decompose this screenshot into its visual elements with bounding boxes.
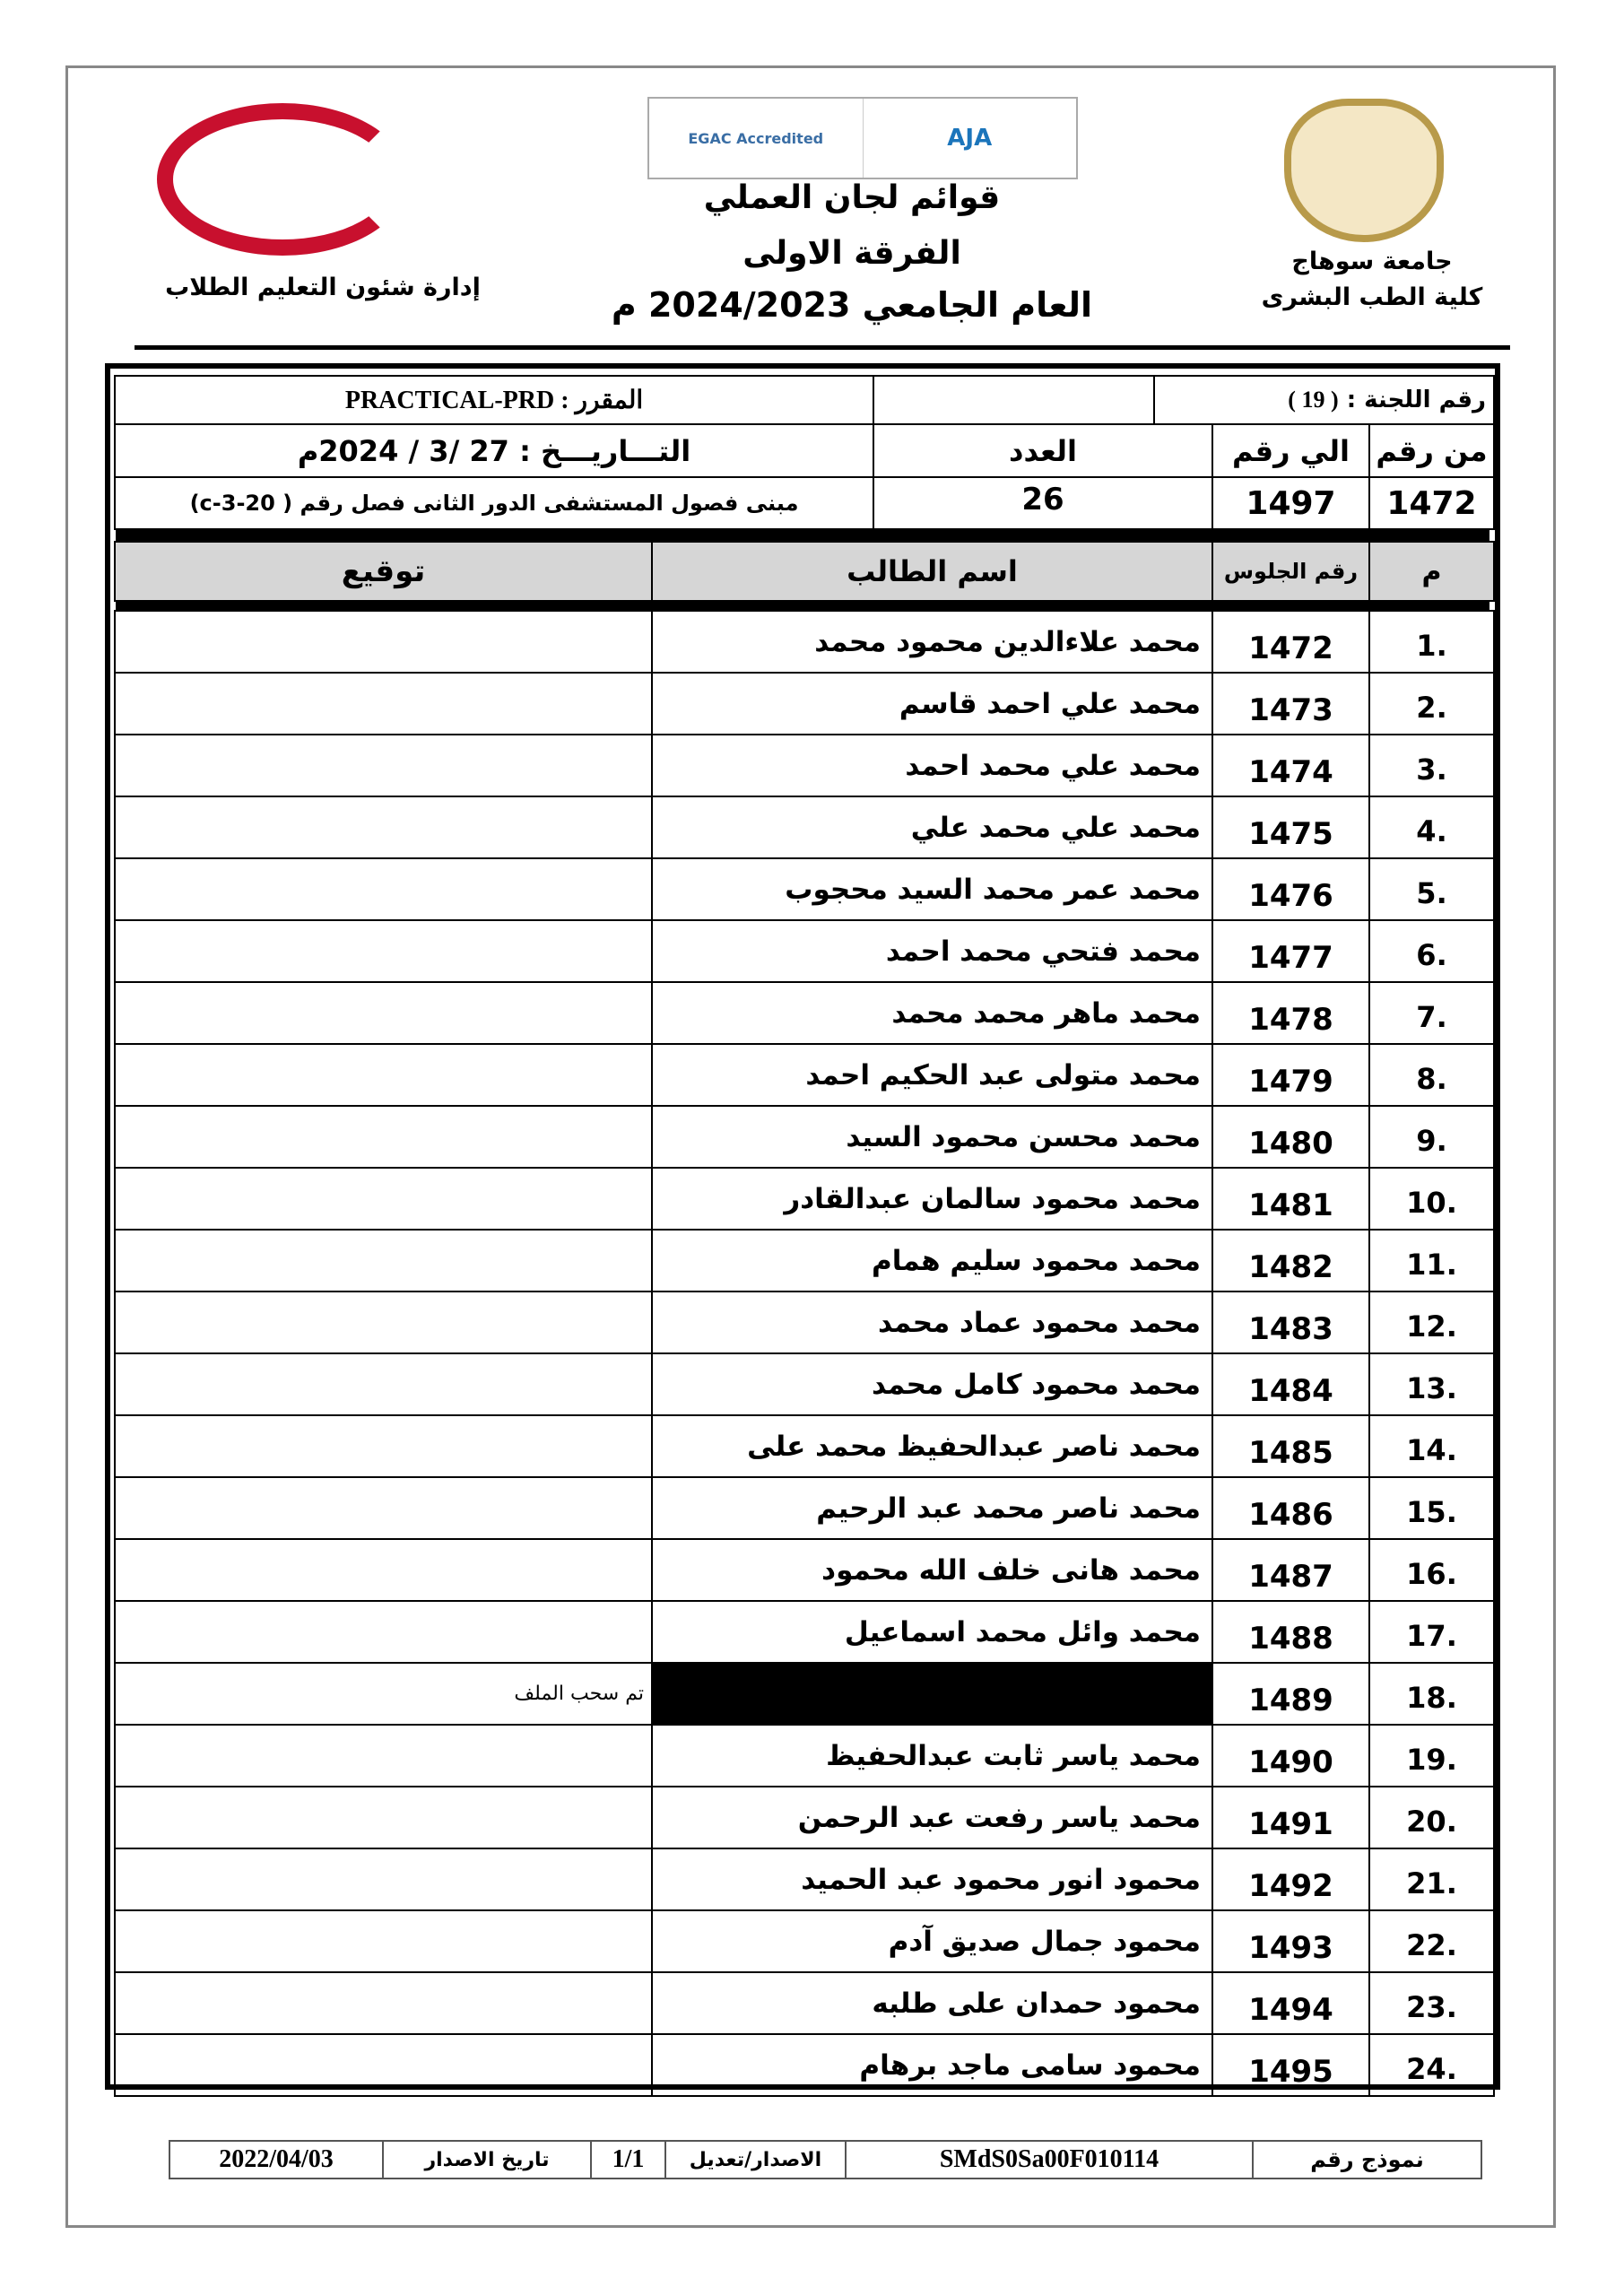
signature-cell: [114, 981, 653, 1045]
exam-location: مبنى فصول المستشفى الدور الثانى فصل رقم ( 20-3-c): [114, 476, 874, 530]
student-name: محمد محمود كامل محمد: [651, 1352, 1213, 1416]
student-name: محمد ناصر عبدالحفيظ محمد على: [651, 1414, 1213, 1478]
student-name: محمود جمال صديق آدم: [651, 1909, 1213, 1973]
seat-number: 1478: [1211, 981, 1370, 1045]
signature-cell: [114, 1724, 653, 1787]
seat-number: 1487: [1211, 1538, 1370, 1602]
seat-number: 1486: [1211, 1476, 1370, 1540]
student-name: محمد هانى خلف الله محمود: [651, 1538, 1213, 1602]
signature-cell: [114, 1352, 653, 1416]
signature-cell: [114, 1786, 653, 1849]
signature-cell: [114, 1414, 653, 1478]
student-name: محمد علي محمد احمد: [651, 734, 1213, 797]
empty-cell: [873, 375, 1155, 425]
seat-number: 1490: [1211, 1724, 1370, 1787]
university-seal: [1284, 99, 1444, 242]
version-label: الاصدار/تعديل: [664, 2140, 847, 2179]
col-seat: رقم الجلوس: [1211, 541, 1370, 602]
student-name: محمد ناصر محمد عبد الرحيم: [651, 1476, 1213, 1540]
redacted-name: [651, 1662, 1213, 1726]
col-name: اسم الطالب: [651, 541, 1213, 602]
student-name: محمود سامى ماجد برهام: [651, 2033, 1213, 2097]
aja-logo: AJA: [863, 99, 1077, 178]
version-value: 1/1: [590, 2140, 666, 2179]
count-value: 26: [873, 476, 1213, 530]
student-name: محمد ياسر رفعت عبد الرحمن: [651, 1786, 1213, 1849]
signature-cell: تم سحب الملف: [114, 1662, 653, 1726]
row-index: .12: [1368, 1291, 1495, 1354]
divider: [135, 345, 1510, 350]
row-index: .1: [1368, 610, 1495, 674]
row-index: .11: [1368, 1229, 1495, 1292]
seat-number: 1473: [1211, 672, 1370, 735]
seat-number: 1480: [1211, 1105, 1370, 1169]
student-name: محمد وائل محمد اسماعيل: [651, 1600, 1213, 1664]
row-index: .8: [1368, 1043, 1495, 1107]
faculty-name: كلية الطب البشرى: [1261, 283, 1483, 311]
seat-number: 1474: [1211, 734, 1370, 797]
col-signature: توقيع: [114, 541, 653, 602]
seat-number: 1489: [1211, 1662, 1370, 1726]
student-name: محمد علي احمد قاسم: [651, 672, 1213, 735]
signature-cell: [114, 1909, 653, 1973]
row-index: .15: [1368, 1476, 1495, 1540]
seat-number: 1483: [1211, 1291, 1370, 1354]
row-index: .3: [1368, 734, 1495, 797]
year-group: الفرقة الاولى: [743, 235, 961, 272]
form-number-value: SMdS0Sa00F010114: [845, 2140, 1254, 2179]
signature-cell: [114, 1971, 653, 2035]
student-name: محمد متولى عبد الحكيم احمد: [651, 1043, 1213, 1107]
committee-table: [105, 363, 1500, 2090]
page-title: قوائم لجان العملي: [703, 179, 1001, 216]
seat-number: 1484: [1211, 1352, 1370, 1416]
row-index: .23: [1368, 1971, 1495, 2035]
row-index: .14: [1368, 1414, 1495, 1478]
signature-cell: [114, 1043, 653, 1107]
row-index: .17: [1368, 1600, 1495, 1664]
student-name: محمد فتحي محمد احمد: [651, 919, 1213, 983]
row-index: .16: [1368, 1538, 1495, 1602]
row-index: .18: [1368, 1662, 1495, 1726]
university-name: جامعة سوهاج: [1291, 248, 1453, 275]
student-name: محمد محمود عماد محمد: [651, 1291, 1213, 1354]
course-name: المقرر : PRACTICAL-PRD: [114, 375, 874, 425]
signature-cell: [114, 1229, 653, 1292]
seat-number: 1491: [1211, 1786, 1370, 1849]
issue-date-label: تاريخ الاصدار: [382, 2140, 592, 2179]
row-index: .13: [1368, 1352, 1495, 1416]
row-index: .19: [1368, 1724, 1495, 1787]
seat-number: 1476: [1211, 857, 1370, 921]
signature-cell: [114, 1105, 653, 1169]
academic-year: العام الجامعي 2024/2023 م: [611, 285, 1093, 325]
row-index: .21: [1368, 1848, 1495, 1911]
department-name: إدارة شئون التعليم الطلاب: [165, 274, 481, 301]
divider: [116, 530, 1489, 541]
row-index: .20: [1368, 1786, 1495, 1849]
signature-cell: [114, 1538, 653, 1602]
signature-cell: [114, 1476, 653, 1540]
from-label: من رقم: [1368, 423, 1495, 478]
row-index: .9: [1368, 1105, 1495, 1169]
signature-cell: [114, 672, 653, 735]
seat-number: 1495: [1211, 2033, 1370, 2097]
egac-logo: EGAC Accredited: [688, 129, 824, 147]
col-index: م: [1368, 541, 1495, 602]
seat-number: 1475: [1211, 796, 1370, 859]
signature-cell: [114, 734, 653, 797]
signature-cell: [114, 919, 653, 983]
divider: [116, 602, 1489, 610]
count-label: العدد: [873, 423, 1213, 478]
row-index: .24: [1368, 2033, 1495, 2097]
signature-cell: [114, 2033, 653, 2097]
student-name: محمد ياسر ثابت عبدالحفيظ: [651, 1724, 1213, 1787]
issue-date-value: 2022/04/03: [169, 2140, 384, 2179]
student-name: محمد عمر محمد السيد محجوب: [651, 857, 1213, 921]
student-name: محمود انور محمود عبد الحميد: [651, 1848, 1213, 1911]
signature-cell: [114, 1600, 653, 1664]
row-index: .10: [1368, 1167, 1495, 1231]
student-name: محمود حمدان على طلبه: [651, 1971, 1213, 2035]
student-name: محمد محمود سليم همام: [651, 1229, 1213, 1292]
student-name: محمد ماهر محمد محمد: [651, 981, 1213, 1045]
seat-number: 1488: [1211, 1600, 1370, 1664]
seat-number: 1472: [1211, 610, 1370, 674]
from-value: 1472: [1368, 476, 1495, 530]
seat-number: 1477: [1211, 919, 1370, 983]
seat-number: 1479: [1211, 1043, 1370, 1107]
signature-cell: [114, 1167, 653, 1231]
signature-cell: [114, 610, 653, 674]
row-index: .22: [1368, 1909, 1495, 1973]
seat-number: 1485: [1211, 1414, 1370, 1478]
row-index: .6: [1368, 919, 1495, 983]
row-index: .7: [1368, 981, 1495, 1045]
row-index: .2: [1368, 672, 1495, 735]
signature-cell: [114, 857, 653, 921]
seat-number: 1482: [1211, 1229, 1370, 1292]
to-label: الي رقم: [1211, 423, 1370, 478]
signature-cell: [114, 1291, 653, 1354]
certification-logos: [647, 97, 1078, 179]
student-name: محمد محسن محمود السيد: [651, 1105, 1213, 1169]
form-number-label: نموذج رقم: [1252, 2140, 1482, 2179]
seat-number: 1481: [1211, 1167, 1370, 1231]
seat-number: 1494: [1211, 1971, 1370, 2035]
exam-date: التـــاريـــخ : 27 /3 / 2024م: [114, 423, 874, 478]
signature-cell: [114, 1848, 653, 1911]
seat-number: 1493: [1211, 1909, 1370, 1973]
row-index: .4: [1368, 796, 1495, 859]
signature-cell: [114, 796, 653, 859]
student-name: محمد محمود سالمان عبدالقادر: [651, 1167, 1213, 1231]
faculty-logo-left: [157, 103, 408, 256]
student-name: محمد علاءالدين محمود محمد: [651, 610, 1213, 674]
form-footer: [169, 2140, 1482, 2179]
seat-number: 1492: [1211, 1848, 1370, 1911]
committee-number: رقم اللجنة : ( 19 ): [1153, 375, 1495, 425]
to-value: 1497: [1211, 476, 1370, 530]
student-name: محمد علي محمد علي: [651, 796, 1213, 859]
row-index: .5: [1368, 857, 1495, 921]
